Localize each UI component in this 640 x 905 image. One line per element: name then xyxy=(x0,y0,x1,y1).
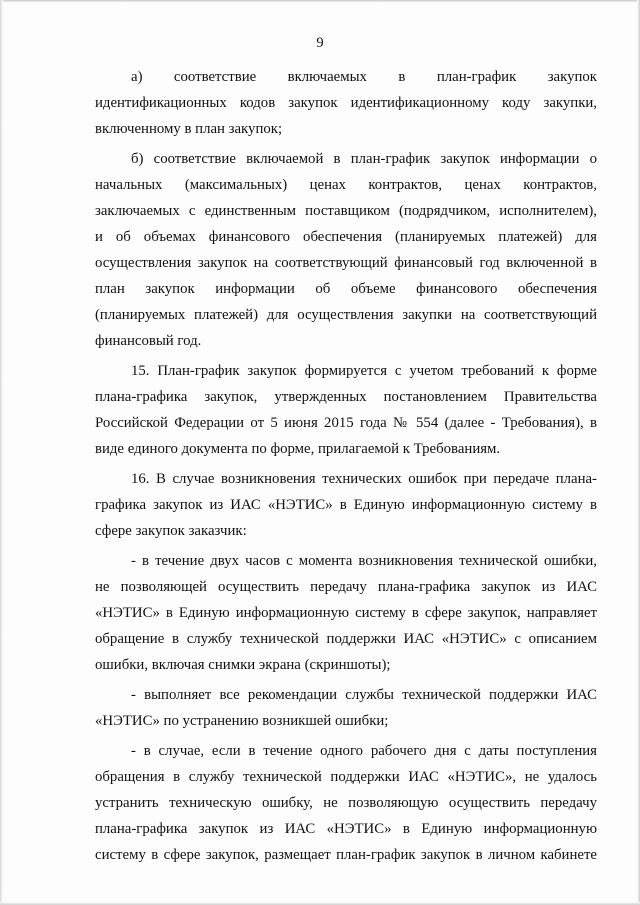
text-line: - выполняет все рекомендации службы технической поддержки ИАС xyxy=(131,687,597,703)
text-line: финансовый год. xyxy=(95,333,202,349)
text-line: - в случае, если в течение одного рабочего дня с даты поступления xyxy=(131,743,597,759)
text-line: (планируемых платежей) для осуществления закупки на соответствующий xyxy=(95,307,597,323)
text-line: виде единого документа по форме, прилагаемой к Требованиям. xyxy=(95,441,501,457)
text-line: заключаемых с единственным поставщиком (подрядчиком, исполнителем), xyxy=(95,203,597,219)
text-line: начальных (максимальных) ценах контрактов, ценах контрактов, xyxy=(95,177,597,193)
text-line: плана-графика закупок, утвержденных постановлением Правительства xyxy=(95,389,597,405)
scan-edge-top xyxy=(0,0,640,2)
text-line: систему в сфере закупок, размещает план-график закупок в личном кабинете xyxy=(95,847,597,863)
text-line: не позволяющей осуществить передачу плана-графика закупок из ИАС xyxy=(95,579,597,595)
text-line: обращения в службу технической поддержки ИАС «НЭТИС», не удалось xyxy=(95,769,597,785)
text-line: ошибки, включая снимки экрана (скриншоты); xyxy=(95,657,391,673)
text-line: - в течение двух часов с момента возникновения технической ошибки, xyxy=(131,553,597,569)
text-line: идентификационных кодов закупок идентификационному коду закупки, xyxy=(95,95,597,111)
text-line: осуществления закупок на соответствующий финансовый год включенной в xyxy=(95,255,597,271)
text-line: обращение в службу технической поддержки ИАС «НЭТИС» с описанием xyxy=(95,631,597,647)
paragraph-dash-2 xyxy=(95,682,597,734)
text-line: плана-графика закупок из ИАС «НЭТИС» в Единую информационную xyxy=(95,821,597,837)
text-line: «НЭТИС» по устранению возникшей ошибки; xyxy=(95,713,389,729)
text-line: а) соответствие включаемых в план-график закупок xyxy=(131,69,597,85)
text-line: включенному в план закупок; xyxy=(95,121,283,137)
page-number: 9 xyxy=(316,35,324,51)
paragraph-item-a xyxy=(95,64,597,142)
scan-edge-left xyxy=(0,0,3,905)
text-line: «НЭТИС» в Единую информационную систему в сфере закупок, направляет xyxy=(95,605,597,621)
paragraph-dash-3 xyxy=(95,738,597,868)
paragraph-item-b xyxy=(95,146,597,354)
document-body xyxy=(95,64,597,868)
text-line: план закупок информации об объеме финансового обеспечения xyxy=(95,281,597,297)
text-line: графика закупок из ИАС «НЭТИС» в Единую информационную систему в xyxy=(95,497,597,513)
text-line: и об объемах финансового обеспечения (планируемых платежей) для xyxy=(95,229,597,245)
paragraph-item-15 xyxy=(95,358,597,462)
text-line: устранить техническую ошибку, не позволяющую осуществить передачу xyxy=(95,795,597,811)
text-line: сфере закупок заказчик: xyxy=(95,523,247,539)
text-line: Российской Федерации от 5 июня 2015 года № 554 (далее - Требования), в xyxy=(95,415,597,431)
paragraph-item-16 xyxy=(95,466,597,544)
paragraph-dash-1 xyxy=(95,548,597,678)
text-line: 16. В случае возникновения технических ошибок при передаче плана- xyxy=(131,471,597,487)
text-line: 15. План-график закупок формируется с учетом требований к форме xyxy=(131,363,597,379)
text-line: б) соответствие включаемой в план-график закупок информации о xyxy=(131,151,597,167)
